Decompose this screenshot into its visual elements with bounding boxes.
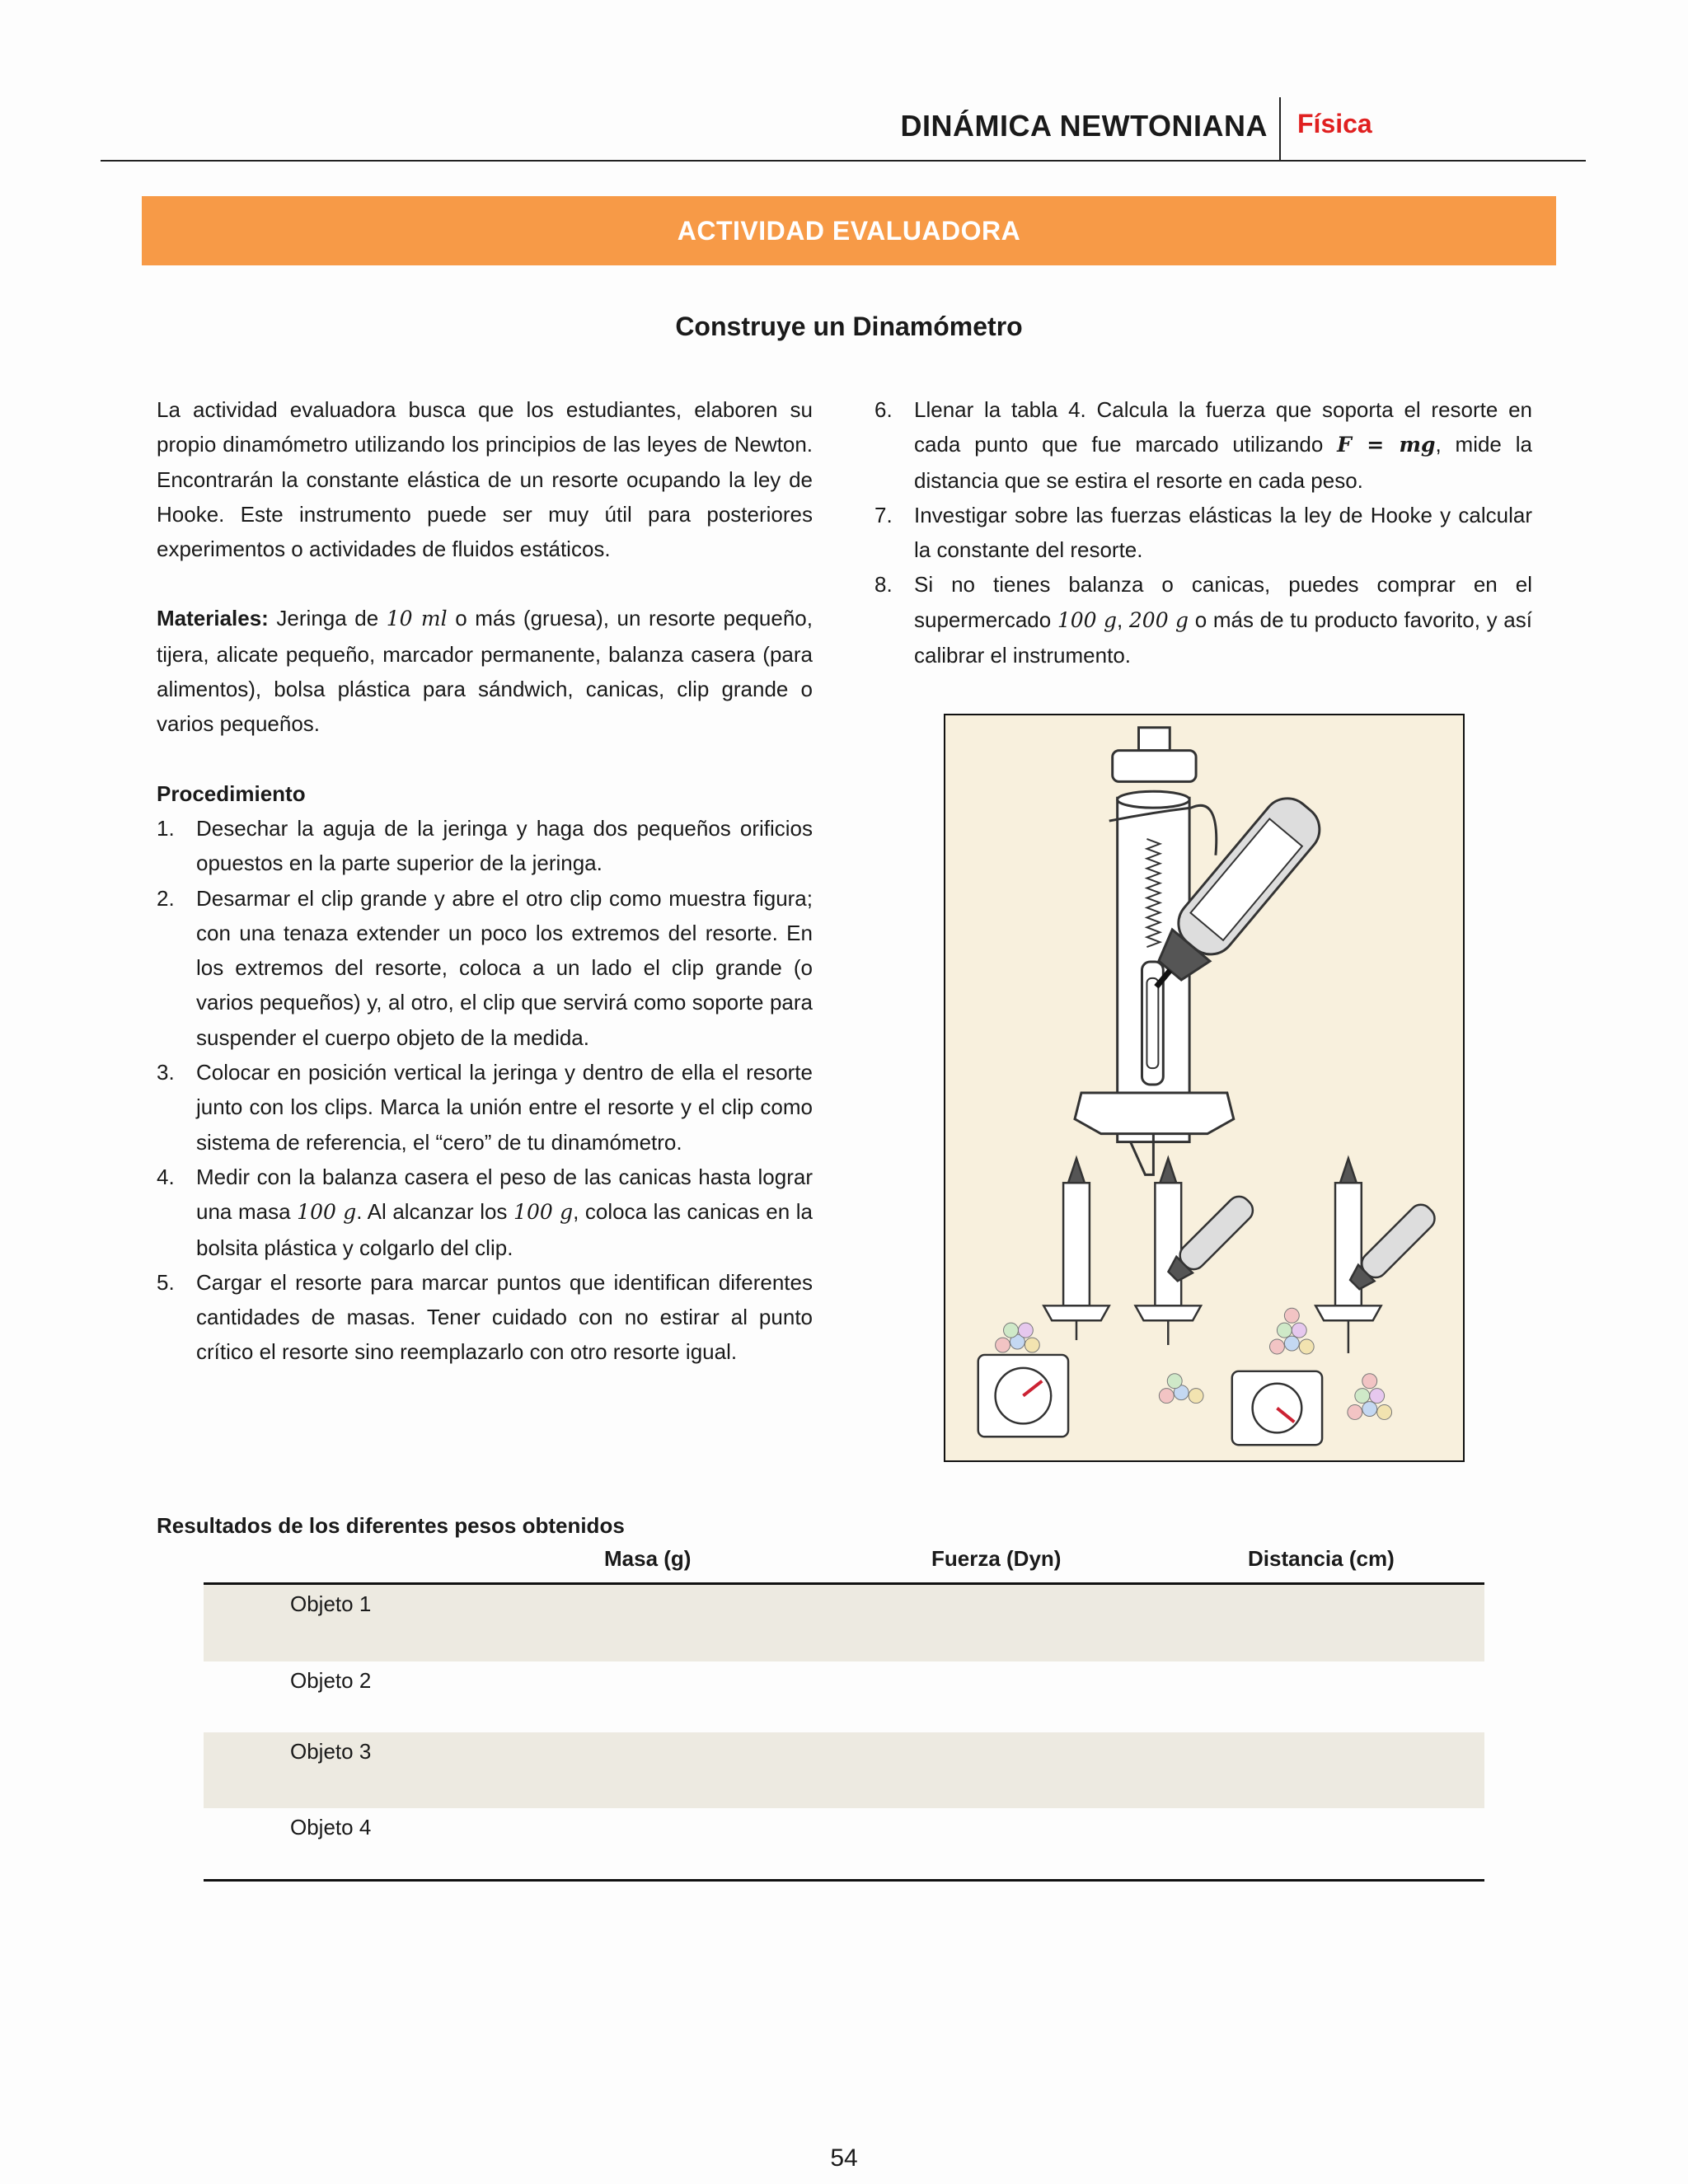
procedure-heading: Procedimiento bbox=[157, 780, 306, 806]
activity-title: Construye un Dinamómetro bbox=[675, 312, 1023, 341]
activity-banner: ACTIVIDAD EVALUADORA bbox=[142, 196, 1556, 265]
right-column bbox=[874, 392, 1532, 673]
step-text: Colocar en posición vertical la jeringa y dentro de ella el resorte junto con los clips. Marca la unión entre el resorte y el clip como sistema de referencia, el “cero” de tu dinamómetro. bbox=[196, 1060, 813, 1155]
materials-label: Materiales: bbox=[157, 606, 269, 631]
step-text: , mide la distancia que se estira el resorte en cada peso. bbox=[914, 432, 1532, 493]
step-text: Desechar la aguja de la jeringa y haga dos pequeños orificios opuestos en la parte superior de la jeringa. bbox=[196, 815, 813, 876]
step-math: 100 g bbox=[1057, 607, 1117, 632]
plunger-top bbox=[1139, 728, 1170, 751]
step-text: . Al alcanzar los bbox=[356, 1199, 514, 1225]
step-text: o más de tu producto favorito, y así calibrar el instrumento. bbox=[914, 607, 1532, 668]
col-header-masa: Masa (g) bbox=[604, 1546, 692, 1571]
table-row bbox=[204, 1732, 1484, 1808]
step-number: 4. bbox=[157, 1164, 175, 1189]
table-header bbox=[204, 1541, 1484, 1585]
header-divider bbox=[1279, 97, 1281, 160]
header-title: DINÁMICA NEWTONIANA bbox=[900, 109, 1268, 143]
plunger-cap bbox=[1113, 751, 1196, 782]
step-text: Llenar la tabla 4. Calcula la fuerza que soporta el resorte en cada punto que fue marcado utilizando bbox=[914, 397, 1532, 457]
procedure-step-7 bbox=[874, 498, 1532, 568]
materials-text-b: o más (gruesa), un resorte pequeño, tijera, alicate pequeño, marcador permanente, balanza casera (para alimentos), bolsa plástica para sándwich, canicas, clip grande o varios pequeños. bbox=[157, 606, 813, 737]
procedure-list-right bbox=[874, 392, 1532, 673]
procedure-step-5 bbox=[157, 1265, 813, 1370]
page-header bbox=[101, 97, 1586, 162]
col-header-distancia: Distancia (cm) bbox=[1248, 1546, 1395, 1571]
barrel-rim bbox=[1118, 791, 1189, 808]
step-number: 5. bbox=[157, 1269, 175, 1295]
page-number: 54 bbox=[830, 2144, 858, 2172]
procedure-list-left bbox=[157, 811, 813, 1370]
results-title: Resultados de los diferentes pesos obtenidos bbox=[157, 1513, 625, 1538]
step-text: Desarmar el clip grande y abre el otro clip como muestra figura; con una tenaza extender un poco los extremos del resorte. En los extremos del resorte, coloca a un lado el clip grande (o varios pequeños) y, al otro, el clip que servirá como soporte para suspender el cuerpo objeto de la medida. bbox=[196, 885, 813, 1050]
step-text: , coloca las canicas en la bolsita plástica y colgarlo del clip. bbox=[196, 1199, 814, 1260]
results-table bbox=[204, 1541, 1484, 1882]
procedure-step-6 bbox=[874, 392, 1532, 498]
step-text: Cargar el resorte para marcar puntos que identifican diferentes cantidades de masas. Tener cuidado con no estirar al punto crítico el resorte sino reemplazarlo con otro resorte igual. bbox=[196, 1269, 813, 1365]
step-number: 2. bbox=[157, 885, 175, 911]
intro-paragraph: La actividad evaluadora busca que los estudiantes, elaboren su propio dinamómetro utilizando los principios de las leyes de Newton. Encontrarán la constante elástica de un resorte ocupando la ley de Hooke. Este instrumento puede ser muy útil para posteriores experimentos o actividades de fluidos estáticos. bbox=[157, 397, 813, 562]
row-label: Objeto 1 bbox=[290, 1591, 372, 1616]
left-column bbox=[157, 392, 813, 1370]
step-number: 8. bbox=[874, 572, 893, 598]
materials-text-a: Jeringa de bbox=[268, 606, 387, 631]
materials-paragraph bbox=[157, 601, 813, 741]
row-label: Objeto 2 bbox=[290, 1668, 372, 1693]
step-text: Investigar sobre las fuerzas elásticas la ley de Hooke y calcular la constante del resorte. bbox=[914, 502, 1532, 563]
procedure-step-1 bbox=[157, 811, 813, 881]
header-subject: Física bbox=[1297, 109, 1372, 138]
step-number: 7. bbox=[874, 502, 893, 527]
step-text: Medir con la balanza casera el peso de las canicas hasta lograr una masa bbox=[196, 1164, 813, 1225]
step-text: , bbox=[1117, 607, 1129, 632]
col-header-fuerza: Fuerza (Dyn) bbox=[931, 1546, 1062, 1571]
row-label: Objeto 3 bbox=[290, 1739, 372, 1764]
step-number: 1. bbox=[157, 815, 175, 841]
dynamometer-drawing bbox=[945, 715, 1463, 1460]
procedure-step-3 bbox=[157, 1055, 813, 1160]
table-row bbox=[204, 1585, 1484, 1661]
row-label: Objeto 4 bbox=[290, 1815, 372, 1840]
procedure-step-4 bbox=[157, 1160, 813, 1265]
step-number: 3. bbox=[157, 1060, 175, 1085]
step-math: 200 g bbox=[1128, 607, 1189, 632]
step-math: 100 g bbox=[513, 1200, 574, 1225]
step-math: 100 g bbox=[297, 1200, 357, 1225]
procedure-step-8 bbox=[874, 567, 1532, 673]
step-number: 6. bbox=[874, 397, 893, 422]
dynamometer-illustration bbox=[944, 714, 1465, 1462]
step-math: F = mg bbox=[1337, 433, 1436, 457]
procedure-step-2 bbox=[157, 881, 813, 1055]
table-bottom-rule bbox=[204, 1879, 1484, 1882]
table-row bbox=[204, 1808, 1484, 1879]
table-row bbox=[204, 1661, 1484, 1732]
syringe-flange bbox=[1075, 1093, 1234, 1134]
step-text: Si no tienes balanza o canicas, puedes comprar en el supermercado bbox=[914, 572, 1532, 632]
materials-math: 10 ml bbox=[386, 607, 448, 631]
